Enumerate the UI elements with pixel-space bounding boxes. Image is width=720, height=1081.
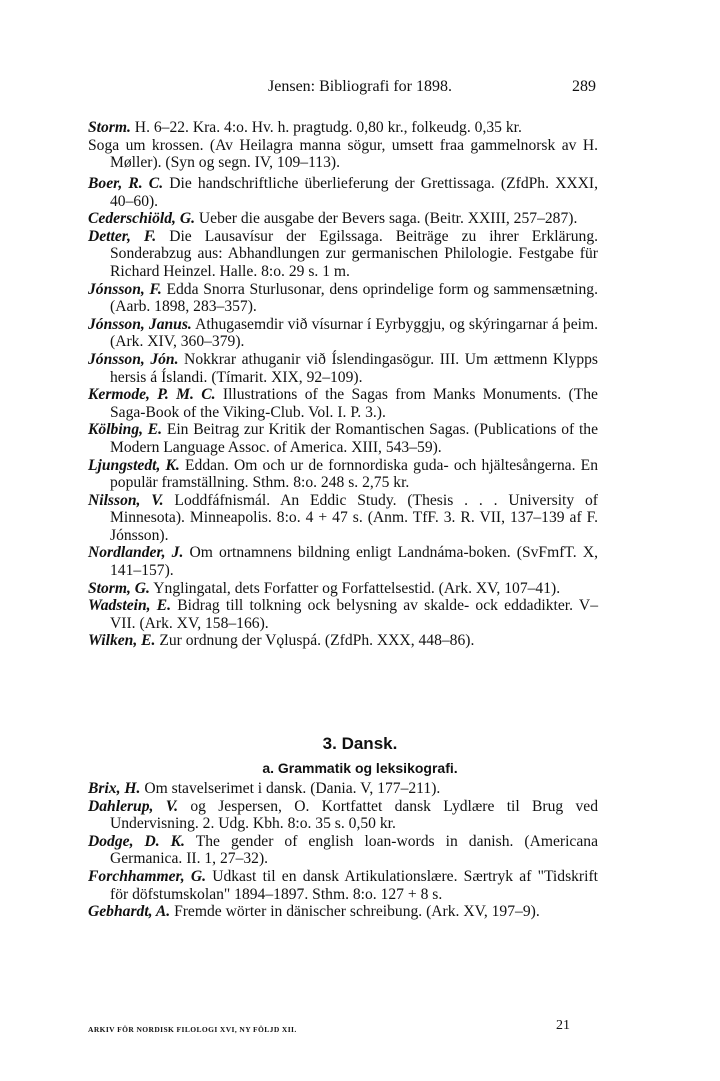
- entry-text: Die Lausavísur der Egilssaga. Beiträge zu ihrer Erklärung. Sonderabzug aus: Abhandlungen zur germanischen Philologie. Festgabe für Richard Heinzel. Halle. 8:o. 29 s. 1 m.: [110, 227, 599, 280]
- bibliography-entry: [88, 632, 598, 650]
- signature-line: ARKIV FÖR NORDISK FILOLOGI XVI, NY FÖLJD XII.: [88, 1025, 297, 1034]
- section-heading: [0, 733, 720, 779]
- bibliography-entry: [88, 137, 598, 172]
- running-title: Jensen: Bibliografi for 1898.: [268, 78, 452, 95]
- entry-text: Edda Snorra Sturlusonar, dens oprindelige form og sammensætning. (Aarb. 1898, 283–357).: [110, 280, 598, 316]
- section-subtitle: a. Grammatik og leksikografi.: [262, 760, 458, 776]
- entry-author: Kölbing, E.: [88, 421, 163, 439]
- entry-text: Zur ordnung der Vǫluspá. (ZfdPh. XXX, 448–86).: [155, 632, 475, 650]
- entry-author: Forchhammer, G.: [88, 867, 206, 885]
- bibliography-entry: [88, 281, 598, 316]
- entry-author: Storm, G.: [88, 579, 150, 597]
- entry-author: Dahlerup, V.: [88, 797, 179, 815]
- bibliography-entry: [88, 316, 598, 351]
- entry-text: Om ortnamnens bildning enligt Landnáma-boken. (SvFmfT. X, 141–157).: [110, 544, 598, 580]
- bibliography-entry: [88, 351, 598, 386]
- bibliography-entry: [88, 119, 598, 137]
- entry-text: Die handschriftliche überlieferung der Grettissaga. (ZfdPh. XXXI, 40–60).: [110, 175, 598, 210]
- entry-author: Storm.: [88, 119, 131, 136]
- entries-block-1: [88, 119, 598, 172]
- entry-text: Illustrations of the Sagas from Manks Monuments. (The Saga-Book of the Viking-Club. Vol. I. P. 3.).: [110, 386, 598, 421]
- entry-author: Nordlander, J.: [88, 544, 184, 562]
- entries-block-3: [88, 780, 598, 921]
- page-footer: [88, 1017, 598, 1039]
- entry-text: Athugasemdir við vísurnar í Eyrbyggju, og skýringarnar á þeim. (Ark. XIV, 360–379).: [110, 315, 598, 351]
- entry-text: og Jespersen, O. Kortfattet dansk Lydlære til Brug ved Undervisning. 2. Udg. Kbh. 8:o. 35 s. 0,50 kr.: [110, 797, 599, 833]
- entry-text: The gender of english loan-words in danish. (Americana Germanica. II. 1, 27–32).: [110, 832, 598, 868]
- entry-author: Jónsson, Jón.: [88, 350, 179, 368]
- entry-text: Fremde wörter in dänischer schreibung. (Ark. XV, 197–9).: [170, 903, 540, 921]
- bibliography-entry: [88, 580, 598, 598]
- bibliography-entry: [88, 780, 598, 798]
- bibliography-entry: [88, 798, 598, 833]
- entry-author: Gebhardt, A.: [88, 903, 171, 921]
- entry-text: Ynglingatal, dets Forfatter og Forfattelsestid. (Ark. XV, 107–41).: [149, 579, 561, 597]
- entry-author: Jónsson, Janus.: [88, 315, 192, 333]
- bibliography-entry: [88, 175, 598, 210]
- entry-author: Ljungstedt, K.: [88, 456, 180, 474]
- entry-author: Boer, R. C.: [88, 175, 164, 192]
- bibliography-entry: [88, 903, 598, 921]
- entry-text: Bidrag till tolkning ock belysning av skalde- ock eddadikter. V–VII. (Ark. XV, 158–166).: [110, 597, 598, 632]
- entry-text: Ueber die ausgabe der Bevers saga. (Beitr. XXIII, 257–287).: [195, 210, 578, 228]
- entry-author: Nilsson, V.: [88, 491, 164, 509]
- entries-block-2: [88, 175, 598, 650]
- bibliography-entry: [88, 544, 598, 579]
- entry-author: Wadstein, E.: [88, 597, 172, 615]
- entry-text: Loddfáfnismál. An Eddic Study. (Thesis . . . University of Minnesota). Minneapolis. 8:o. 4 + 47 s. (Anm. TfF. 3. R. VII, 137–139 af F. Jónsson).: [110, 491, 598, 544]
- bibliography-entry: [88, 210, 598, 228]
- entry-author: Cederschiöld, G.: [88, 210, 195, 228]
- entry-author: Detter, F.: [88, 227, 157, 245]
- entry-text: Udkast til en dansk Artikulationslære. Særtryk af "Tidskrift för döfstumskolan" 1894–1897. Sthm. 8:o. 127 + 8 s.: [110, 867, 598, 903]
- entry-text: Nokkrar athuganir við Íslendingasögur. III. Um ættmenn Klypps hersis á Íslandi. (Tímarit. XIX, 92–109).: [110, 350, 598, 386]
- bibliography-entry: [88, 833, 598, 868]
- bibliography-entry: [88, 386, 598, 421]
- entry-author: Kermode, P. M. C.: [88, 386, 216, 404]
- entry-text: Soga um krossen. (Av Heilagra manna sögur, umsett fraa gammelnorsk av H. Møller). (Syn og segn. IV, 109–113).: [88, 136, 598, 172]
- entry-text: Eddan. Om och ur de fornnordiska guda- och hjältesångerna. En populär framställning. Sthm. 8:o. 248 s. 2,75 kr.: [110, 456, 598, 492]
- bibliography-entry: [88, 492, 598, 545]
- section-title: 3. Dansk.: [322, 734, 398, 753]
- entry-author: Wilken, E.: [88, 632, 156, 650]
- entry-text: H. 6–22. Kra. 4:o. Hv. h. pragtudg. 0,80 kr., folkeudg. 0,35 kr.: [130, 119, 522, 136]
- bibliography-entry: [88, 421, 598, 456]
- page-number: 289: [572, 78, 596, 95]
- sheet-number: 21: [556, 1018, 570, 1033]
- entry-text: Ein Beitrag zur Kritik der Romantischen Sagas. (Publications of the Modern Language Assoc. of America. XIII, 543–59).: [110, 421, 598, 456]
- bibliography-entry: [88, 457, 598, 492]
- entry-author: Dodge, D. K.: [88, 832, 185, 850]
- bibliography-entry: [88, 228, 598, 281]
- bibliography-entry: [88, 597, 598, 632]
- entry-author: Jónsson, F.: [88, 280, 162, 298]
- running-head: [0, 78, 720, 98]
- entry-text: Om stavelserimet i dansk. (Dania. V, 177–211).: [140, 780, 441, 797]
- entry-author: Brix, H.: [88, 780, 141, 797]
- bibliography-entry: [88, 868, 598, 903]
